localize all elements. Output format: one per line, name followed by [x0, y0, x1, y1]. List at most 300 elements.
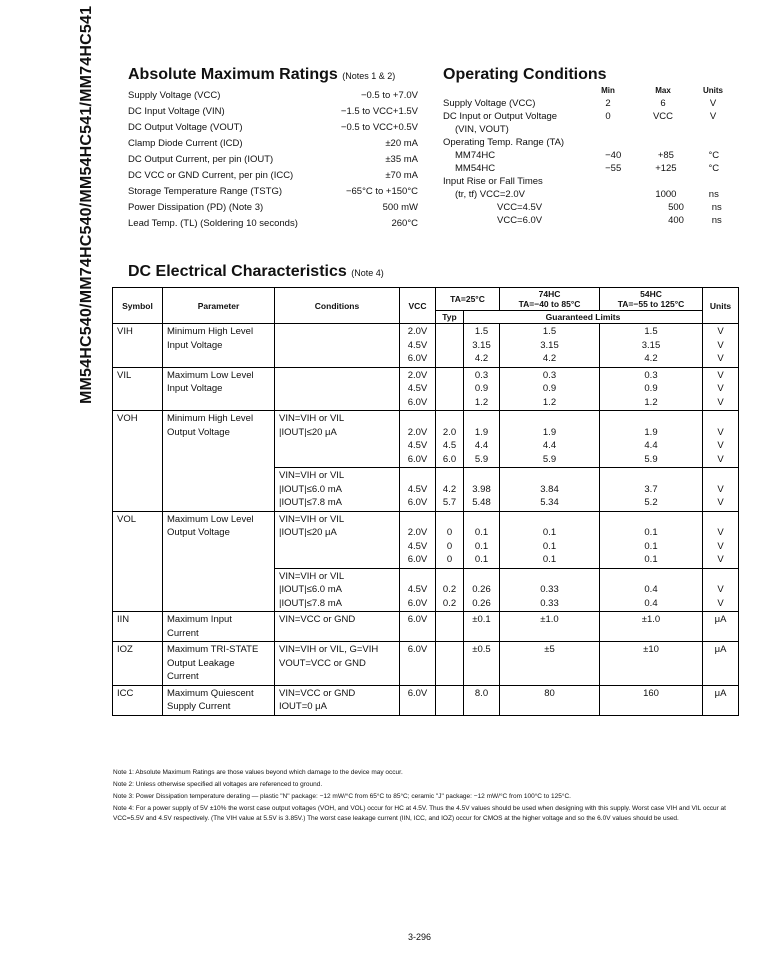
dc-line: 6.0V: [407, 453, 428, 465]
hdr-guaranteed: Guaranteed Limits: [464, 311, 703, 324]
dc-line: V: [717, 440, 724, 451]
dc-line: V: [717, 383, 724, 394]
op-cond-title: Operating Conditions: [443, 66, 607, 83]
dc-line: 0.1: [474, 540, 489, 552]
dc-line: Maximum Quiescent: [167, 687, 254, 699]
dc-line: μA: [714, 614, 727, 625]
abs-max-row: [128, 216, 418, 232]
note-1: Note 1: Absolute Maximum Ratings are those values beyond which damage to the device may occur.: [113, 769, 403, 776]
dc-cell-ta25: [464, 685, 500, 715]
op-cond-row: [443, 149, 733, 162]
dc-cell-hc74: [500, 411, 600, 468]
op-max: VCC: [652, 111, 674, 122]
dc-line: Maximum Input: [167, 614, 232, 625]
abs-max-row: [128, 184, 418, 200]
dc-cell-typ: [436, 642, 464, 686]
op-label: Operating Temp. Range (TA): [443, 137, 565, 148]
dc-line: 5.9: [474, 453, 489, 465]
dc-line: 80: [544, 687, 555, 699]
dc-cell-cond: [275, 411, 400, 468]
dc-line: ±1.0: [540, 614, 559, 625]
dc-line: 0.9: [542, 383, 557, 394]
dc-cell-cond: [275, 612, 400, 642]
dc-line: |IOUT|≤7.8 mA: [279, 597, 342, 609]
dc-header-row-1: [113, 288, 739, 311]
abs-max-row: [128, 104, 418, 120]
dc-line: 4.2: [542, 353, 557, 364]
dc-row: [113, 511, 739, 568]
dc-line: 0.2: [442, 584, 457, 595]
hdr-symbol: Symbol: [113, 288, 163, 324]
abs-max-row: [128, 120, 418, 136]
op-min: [583, 136, 633, 149]
dc-cell-symbol: [113, 324, 163, 368]
dc-cell-hc74: [500, 568, 600, 612]
dc-line: 8.0: [474, 687, 489, 699]
dc-line: 0.1: [644, 554, 658, 565]
dc-line: 3.15: [641, 339, 661, 351]
abs-max-row: [128, 88, 418, 104]
note-2: Note 2: Unless otherwise specified all voltages are referenced to ground.: [113, 781, 323, 788]
abs-max-label: Storage Temperature Range (TSTG): [128, 186, 283, 197]
op-max: +85: [657, 150, 674, 161]
dc-line: 4.5V: [407, 339, 428, 351]
dc-line: 4.4: [542, 440, 557, 451]
dc-line: 1.9: [644, 426, 658, 438]
dc-line: IOZ: [117, 644, 133, 655]
dc-line: 4.5V: [407, 440, 428, 451]
dc-cell-hc54: [600, 367, 703, 411]
op-units: °C: [708, 150, 720, 161]
dc-line: ±0.5: [472, 644, 491, 655]
dc-line: 6.0V: [407, 644, 428, 655]
dc-cell-symbol: [113, 642, 163, 686]
op-cond-row: [443, 201, 733, 214]
dc-line: V: [717, 326, 724, 337]
dc-line: ±10: [643, 644, 659, 655]
dc-line: IIN: [117, 614, 130, 625]
dc-cell-symbol: [113, 367, 163, 411]
abs-max-label: Clamp Diode Current (ICD): [128, 138, 243, 149]
dc-line: 5.9: [644, 453, 658, 465]
hdr-74hc-label: 74HC: [538, 289, 561, 299]
dc-line: 4.4: [644, 440, 658, 451]
dc-line: [504, 570, 595, 584]
dc-line: Minimum High Level: [167, 326, 254, 337]
dc-cell-symbol: [113, 411, 163, 512]
dc-line: 0: [446, 540, 453, 552]
dc-cell-param: [163, 367, 275, 411]
hdr-74hc-range: TA=−40 to 85°C: [518, 299, 581, 309]
abs-max-value: 260°C: [391, 218, 418, 229]
dc-cell-vcc: [400, 324, 436, 368]
op-label: DC Input or Output Voltage: [443, 111, 558, 122]
dc-cell-hc74: [500, 685, 600, 715]
dc-row: [113, 612, 739, 642]
op-min: [589, 123, 637, 136]
dc-line: 0.33: [540, 584, 559, 595]
dc-cell-cond: [275, 511, 400, 568]
dc-line: |IOUT|≤7.8 mA: [279, 497, 342, 508]
op-max: 400: [668, 215, 684, 226]
dc-line: ±1.0: [641, 614, 661, 625]
dc-line: VIN=VIH or VIL: [279, 413, 345, 424]
op-max-header: Max: [655, 86, 671, 95]
note-4: Note 4: For a power supply of 5V ±10% the worst case output voltages (VOH, and VOL) occur for HC at 4.5V. Thus the 4.5V values should be used when designing with this supply. Worst case VIH and VIL occur at VCC=5.5V and 4.5V respectively. (The VIH value at 5.5V is 3.85V.) The worst case leakage current (IIN, ICC, and IOZ) occur for CMOS at the higher voltage and so the 6.0V values should be used.: [113, 805, 726, 822]
op-cond-row: [443, 110, 733, 123]
dc-line: V: [717, 453, 724, 465]
dc-line: 0.1: [542, 540, 557, 552]
hdr-54hc-label: 54HC: [640, 289, 662, 299]
abs-max-label: DC Input Voltage (VIN): [128, 106, 225, 117]
op-cond-header: [443, 84, 733, 97]
dc-cell-ta25: [464, 411, 500, 468]
dc-line: [440, 412, 459, 426]
dc-line: 0.1: [542, 554, 557, 565]
dc-line: Minimum High Level: [167, 413, 254, 424]
hdr-54hc: [600, 288, 703, 311]
dc-heading: [128, 263, 384, 281]
dc-line: [504, 513, 595, 527]
dc-line: VIN=VIH or VIL, G=VIH: [279, 644, 379, 655]
abs-max-row: [128, 152, 418, 168]
dc-line: 6.0V: [407, 554, 428, 565]
dc-cell-units: [703, 511, 739, 568]
dc-cell-typ: [436, 511, 464, 568]
op-max: [637, 123, 695, 136]
dc-line: IOUT=0 μA: [279, 701, 327, 712]
dc-cell-param: [163, 685, 275, 715]
abs-max-title: Absolute Maximum Ratings: [128, 66, 338, 83]
dc-line: 4.5V: [407, 383, 428, 394]
dc-cell-units: [703, 568, 739, 612]
dc-cell-ta25: [464, 642, 500, 686]
dc-line: 3.7: [644, 483, 658, 495]
dc-cell-hc74: [500, 367, 600, 411]
dc-line: [404, 469, 431, 483]
dc-table-body: [113, 324, 739, 716]
op-min: [611, 201, 652, 214]
dc-cell-cond: [275, 685, 400, 715]
dc-line: V: [717, 540, 724, 552]
dc-cell-units: [703, 411, 739, 468]
dc-cell-cond: [275, 568, 400, 612]
dc-line: V: [717, 597, 724, 609]
dc-line: 2.0V: [407, 369, 428, 381]
dc-line: 4.2: [474, 353, 489, 364]
dc-line: 0.4: [644, 584, 658, 595]
dc-row: [113, 685, 739, 715]
dc-line: 6.0V: [407, 497, 428, 508]
dc-cell-vcc: [400, 367, 436, 411]
dc-line: ICC: [117, 687, 134, 699]
op-min: [611, 214, 652, 227]
dc-cell-typ: [436, 568, 464, 612]
dc-cell-typ: [436, 468, 464, 512]
dc-cell-hc74: [500, 612, 600, 642]
abs-max-value: −0.5 to +7.0V: [360, 90, 418, 101]
dc-line: [440, 369, 459, 383]
dc-line: 0.9: [474, 383, 489, 394]
op-cond-row: [443, 214, 733, 227]
dc-line: Output Leakage: [167, 657, 235, 669]
hdr-typ: Typ: [436, 311, 464, 324]
dc-line: 3.98: [472, 483, 491, 495]
dc-cell-cond: [275, 642, 400, 686]
dc-title: DC Electrical Characteristics: [128, 263, 347, 280]
dc-cell-symbol: [113, 685, 163, 715]
op-units: ns: [711, 215, 722, 226]
op-units: [693, 136, 733, 149]
abs-max-label: DC VCC or GND Current, per pin (ICC): [128, 170, 294, 181]
op-min: −55: [605, 163, 622, 174]
dc-line: 6.0V: [407, 353, 428, 364]
op-units: [693, 175, 733, 188]
op-cond-row: [443, 188, 733, 201]
dc-line: [604, 469, 698, 483]
dc-cell-param: [163, 642, 275, 686]
dc-row: [113, 324, 739, 368]
dc-cell-units: [703, 468, 739, 512]
op-min-header: Min: [601, 86, 615, 95]
dc-line: [440, 687, 459, 701]
op-units-header: Units: [703, 86, 723, 95]
op-units: ns: [711, 202, 722, 213]
dc-row: [113, 367, 739, 411]
dc-line: 0.1: [644, 540, 658, 552]
dc-line: [468, 469, 495, 483]
dc-line: VIN=VIH or VIL: [279, 513, 345, 525]
dc-line: 0.33: [540, 597, 559, 609]
dc-cell-typ: [436, 612, 464, 642]
dc-cell-typ: [436, 411, 464, 468]
dc-line: 1.5: [474, 326, 489, 337]
note-3: Note 3: Power Dissipation temperature derating — plastic "N" package: −12 mW/°C from 65°C to 85°C; ceramic "J" package: −12 mW/°C from 100°C to 125°C.: [113, 793, 571, 800]
op-units: V: [709, 98, 717, 109]
dc-cell-ta25: [464, 612, 500, 642]
op-max: 1000: [655, 189, 677, 200]
dc-line: [604, 570, 698, 584]
dc-cell-cond: [275, 468, 400, 512]
abs-max-value: ±20 mA: [385, 138, 418, 149]
dc-line: [440, 325, 459, 339]
dc-line: VIL: [117, 369, 132, 381]
dc-line: 4.2: [644, 353, 658, 364]
dc-line: VOH: [117, 413, 138, 424]
dc-cell-hc54: [600, 468, 703, 512]
dc-line: 5.7: [442, 497, 457, 508]
dc-line: ±0.1: [472, 614, 491, 625]
dc-cell-hc54: [600, 685, 703, 715]
dc-line: 0: [446, 527, 453, 538]
abs-max-label: Supply Voltage (VCC): [128, 90, 221, 101]
dc-line: 0.26: [472, 597, 491, 609]
dc-cell-units: [703, 324, 739, 368]
dc-line: 6.0: [442, 453, 457, 465]
dc-cell-symbol: [113, 511, 163, 612]
dc-line: 1.2: [542, 396, 557, 408]
dc-line: Output Voltage: [167, 527, 230, 538]
dc-line: [468, 412, 495, 426]
dc-line: 2.0V: [407, 426, 428, 438]
dc-line: 4.4: [474, 440, 489, 451]
dc-line: [279, 325, 395, 339]
op-units: V: [709, 111, 717, 122]
dc-line: [707, 570, 734, 584]
dc-line: Input Voltage: [167, 339, 223, 351]
dc-line: 1.2: [644, 396, 658, 408]
dc-line: 6.0V: [407, 396, 428, 408]
dc-cell-hc54: [600, 568, 703, 612]
dc-line: Supply Current: [167, 701, 231, 712]
dc-cell-units: [703, 642, 739, 686]
dc-cell-ta25: [464, 568, 500, 612]
dc-line: V: [717, 483, 724, 495]
dc-line: [279, 369, 395, 383]
op-cond-row: [443, 136, 733, 149]
op-min: [589, 188, 637, 201]
dc-line: [440, 613, 459, 627]
dc-table: [112, 287, 739, 716]
dc-line: 0.3: [474, 369, 489, 381]
op-units: [695, 123, 733, 136]
dc-line: 0.9: [644, 383, 658, 394]
dc-line: V: [717, 584, 724, 595]
dc-line: 2.0: [442, 426, 457, 438]
op-cond-row: [443, 162, 733, 175]
abs-max-row: [128, 200, 418, 216]
dc-line: [707, 412, 734, 426]
dc-line: 0.3: [644, 369, 658, 381]
dc-cell-units: [703, 685, 739, 715]
dc-line: VOUT=VCC or GND: [279, 657, 366, 669]
dc-cell-ta25: [464, 468, 500, 512]
op-label: (VIN, VOUT): [455, 124, 509, 135]
op-cond-list: [443, 88, 733, 227]
dc-note: (Note 4): [351, 268, 384, 278]
hdr-ta25: TA=25°C: [436, 288, 500, 311]
abs-max-note: (Notes 1 & 2): [342, 71, 396, 81]
hdr-vcc: VCC: [400, 288, 436, 324]
dc-line: 0.1: [644, 527, 658, 538]
dc-line: [440, 513, 459, 527]
abs-max-value: −0.5 to VCC+0.5V: [340, 122, 418, 133]
dc-cell-vcc: [400, 468, 436, 512]
notes: [113, 768, 733, 826]
dc-line: [604, 412, 698, 426]
dc-line: 4.5V: [407, 540, 428, 552]
dc-cell-hc74: [500, 642, 600, 686]
dc-line: 5.2: [644, 497, 658, 508]
abs-max-label: Lead Temp. (TL) (Soldering 10 seconds): [128, 218, 298, 229]
dc-line: 0.1: [542, 527, 557, 538]
dc-line: Output Voltage: [167, 426, 230, 438]
op-max: 6: [660, 98, 666, 109]
dc-line: 0.26: [472, 584, 491, 595]
dc-line: Current: [167, 671, 199, 682]
dc-line: V: [717, 527, 724, 538]
abs-max-value: −65°C to +150°C: [345, 186, 418, 197]
op-max: 500: [668, 202, 684, 213]
dc-line: ±5: [544, 644, 555, 655]
dc-line: 4.5: [442, 440, 457, 451]
dc-line: [707, 469, 734, 483]
dc-line: [440, 469, 459, 483]
dc-line: 3.15: [472, 339, 491, 351]
op-label: VCC=4.5V: [497, 202, 543, 213]
dc-cell-units: [703, 612, 739, 642]
dc-cell-hc54: [600, 411, 703, 468]
dc-line: 5.48: [472, 497, 491, 508]
abs-max-row: [128, 136, 418, 152]
abs-max-label: DC Output Voltage (VOUT): [128, 122, 243, 133]
hdr-74hc: [500, 288, 600, 311]
abs-max-row: [128, 168, 418, 184]
dc-cell-param: [163, 411, 275, 512]
dc-line: V: [717, 396, 724, 408]
dc-row: [113, 411, 739, 468]
dc-line: VIH: [117, 326, 133, 337]
dc-line: 6.0V: [407, 614, 428, 625]
dc-cell-hc54: [600, 612, 703, 642]
dc-cell-cond: [275, 367, 400, 411]
dc-line: μA: [714, 644, 727, 655]
dc-line: [707, 513, 734, 527]
dc-line: VIN=VCC or GND: [279, 614, 356, 625]
abs-max-label: DC Output Current, per pin (IOUT): [128, 154, 274, 165]
op-min: 2: [605, 98, 611, 109]
dc-line: Maximum Low Level: [167, 369, 254, 381]
dc-line: VIN=VCC or GND: [279, 687, 356, 699]
dc-line: [440, 643, 459, 657]
dc-line: |IOUT|≤6.0 mA: [279, 483, 342, 495]
dc-cell-param: [163, 511, 275, 612]
dc-cell-vcc: [400, 612, 436, 642]
dc-cell-ta25: [464, 324, 500, 368]
dc-line: [404, 570, 431, 584]
dc-line: V: [717, 497, 724, 508]
abs-max-heading: [128, 66, 395, 84]
dc-line: 5.9: [542, 453, 557, 465]
dc-cell-typ: [436, 685, 464, 715]
op-min: −40: [605, 150, 622, 161]
dc-line: Maximum Low Level: [167, 513, 254, 525]
side-title: MM54HC540/MM74HC540/MM54HC541/MM74HC541: [78, 5, 95, 404]
dc-line: 1.9: [542, 426, 557, 438]
dc-line: VIN=VIH or VIL: [279, 570, 345, 582]
dc-line: 0: [446, 554, 453, 565]
dc-line: 0.1: [474, 527, 489, 538]
dc-line: 5.34: [540, 497, 559, 508]
dc-cell-hc74: [500, 511, 600, 568]
dc-cell-vcc: [400, 511, 436, 568]
op-label: VCC=6.0V: [497, 215, 543, 226]
op-min: [583, 175, 633, 188]
dc-line: 0.1: [474, 554, 489, 565]
dc-line: Input Voltage: [167, 383, 223, 394]
dc-line: 6.0V: [407, 597, 428, 609]
op-label: Supply Voltage (VCC): [443, 98, 536, 109]
dc-cell-vcc: [400, 568, 436, 612]
dc-row: [113, 642, 739, 686]
dc-line: V: [717, 554, 724, 565]
abs-max-value: ±70 mA: [385, 170, 418, 181]
dc-line: V: [717, 353, 724, 364]
dc-cell-param: [163, 612, 275, 642]
dc-line: [468, 513, 495, 527]
dc-line: 0.4: [644, 597, 658, 609]
hdr-parameter: Parameter: [163, 288, 275, 324]
